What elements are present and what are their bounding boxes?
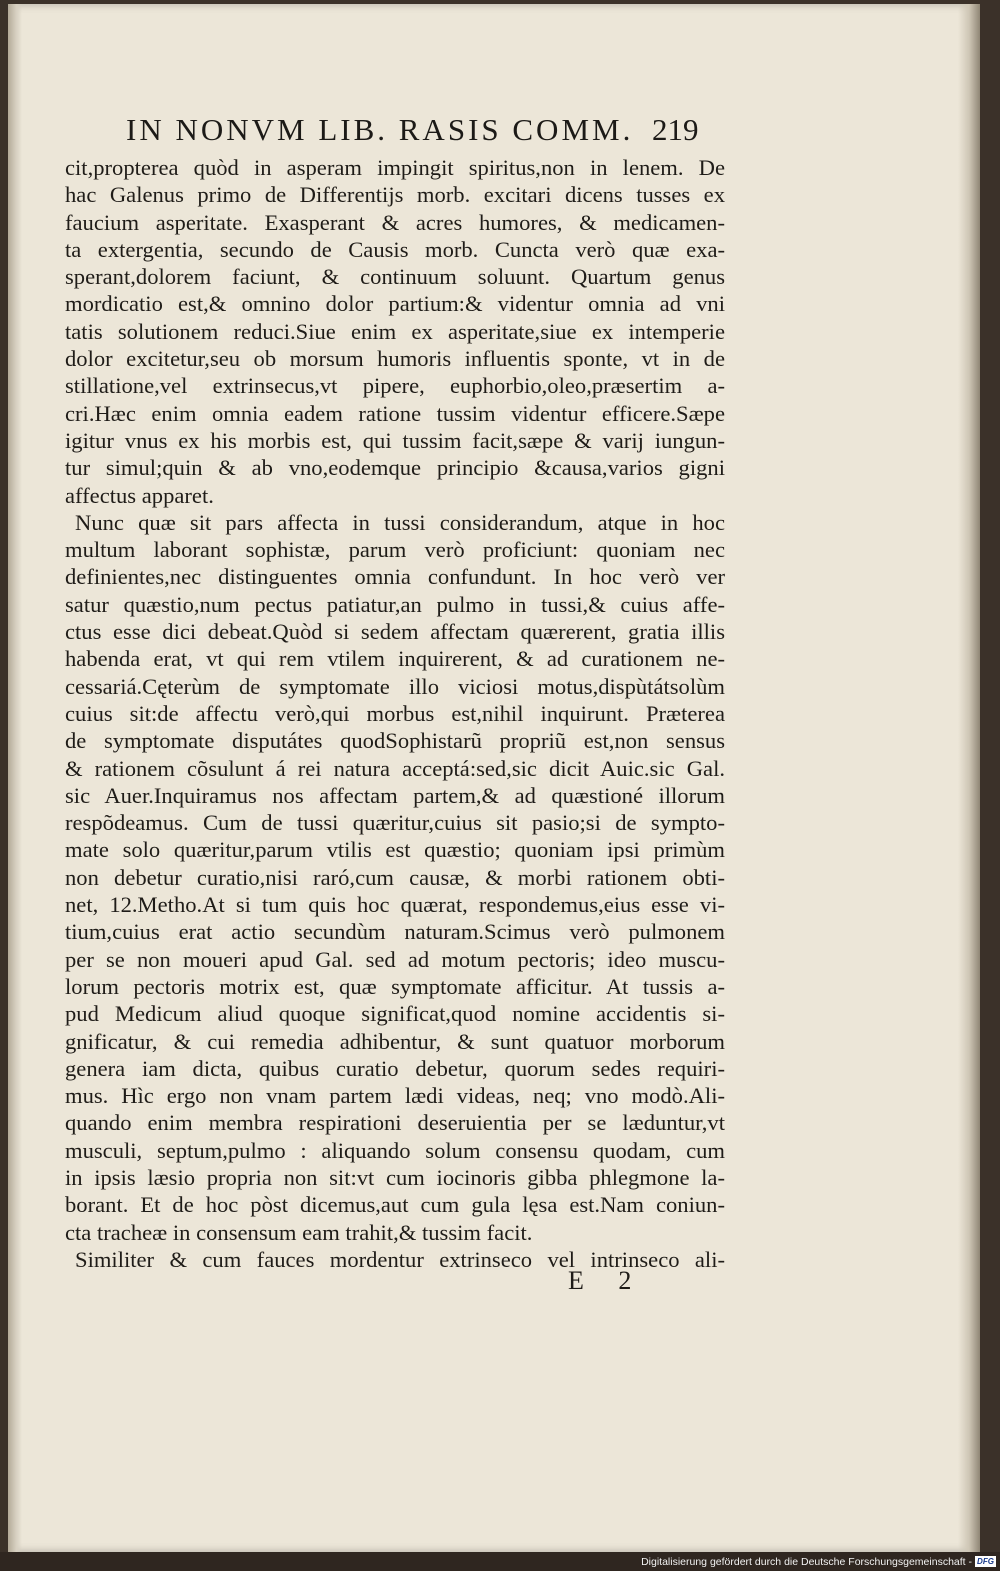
body-text — [65, 154, 725, 1273]
text-line: & rationem cõsulunt á rei natura acceptá:sed,sic dicit Auic.sic Gal. — [65, 755, 725, 781]
text-line: tur simul;quin & ab vno,eodemque principio &causa,varios gigni — [65, 455, 725, 481]
text-line: mordicatio est,& omnino dolor partium:& videntur omnia ad vni — [65, 291, 725, 317]
text-line: satur quæstio,num pectus patiatur,an pulmo in tussi,& cuius affe- — [65, 591, 725, 617]
text-line: tium,cuius erat actio secundùm naturam.Scimus verò pulmonem — [65, 919, 725, 945]
text-line: igitur vnus ex his morbis est, qui tussim facit,sæpe & varij iungun- — [65, 427, 725, 453]
funding-credit: Digitalisierung gefördert durch die Deutsche Forschungsgemeinschaft - — [641, 1556, 972, 1568]
book-page — [8, 4, 980, 1552]
text-line: sic Auer.Inquiramus nos affectam partem,& ad quæstioné illorum — [65, 782, 725, 808]
text-line: quando enim membra respirationi deseruientia per se læduntur,vt — [65, 1110, 725, 1136]
text-line: gnificatur, & cui remedia adhibentur, & sunt quatuor morborum — [65, 1028, 725, 1054]
text-line: lorum pectoris motrix est, quæ symptomate afficitur. At tussis a- — [65, 973, 725, 999]
text-line: cri.Hæc enim omnia eadem ratione tussim videntur efficere.Sæpe — [65, 400, 725, 426]
text-line: non debetur curatio,nisi raró,cum causæ, & morbi rationem obti- — [65, 864, 725, 890]
text-line: dolor excitetur,seu ob morsum humoris influentis sponte, vt in de — [65, 346, 725, 372]
text-line: tatis solutionem reduci.Siue enim ex asperitate,siue ex intemperie — [65, 318, 725, 344]
text-line: affectus apparet. — [65, 482, 214, 508]
text-line: pud Medicum aliud quoque significat,quod nomine accidentis si- — [65, 1001, 725, 1027]
text-line: respõdeamus. Cum de tussi quæritur,cuius sit pasio;si de sympto- — [65, 810, 725, 836]
text-line: net, 12.Metho.At si tum quis hoc quærat, respondemus,eius esse vi- — [65, 892, 725, 918]
text-line: hac Galenus primo de Differentijs morb. excitari dicens tusses ex — [65, 182, 725, 208]
text-line: mus. Hìc ergo non vnam partem lædi videas, neq; vno modò.Ali- — [65, 1083, 725, 1109]
text-line: cessariá.Cęterùm de symptomate illo viciosi motus,dispùtátsolùm — [65, 673, 725, 699]
text-line: multum laborant sophistæ, parum verò proficiunt: quoniam nec — [65, 537, 725, 563]
text-line: de symptomate disputátes quodSophistarũ propriũ est,non sensus — [65, 728, 725, 754]
text-line: faucium asperitate. Exasperant & acres humores, & medicamen- — [65, 209, 725, 235]
text-line: musculi, septum,pulmo : aliquando solum consensu quodam, cum — [65, 1137, 725, 1163]
text-line: in ipsis læsio propria non sit:vt cum iocinoris gibba phlegmone la- — [65, 1164, 725, 1190]
signature-mark: E 2 — [568, 1266, 646, 1295]
page-number: 219 — [652, 112, 699, 147]
text-line: borant. Et de hoc pòst dicemus,aut cum gula lęsa est.Nam coniun- — [65, 1192, 725, 1218]
dfg-logo-icon: DFG — [975, 1556, 996, 1567]
text-line: mate solo quæritur,parum vtilis est quæstio; quoniam ipsi primùm — [65, 837, 725, 863]
text-line: per se non moueri apud Gal. sed ad motum pectoris; ideo muscu- — [65, 946, 725, 972]
text-line: genera iam dicta, quibus curatio debetur, quorum sedes requiri- — [65, 1055, 725, 1081]
text-line: Nunc quæ sit pars affecta in tussi considerandum, atque in hoc — [75, 509, 725, 535]
page-gutter-shadow — [8, 4, 22, 1552]
running-title: IN NONVM LIB. RASIS COMM. — [126, 112, 634, 147]
text-line: ctus esse dici debeat.Quòd si sedem affectam quærerent, gratia illis — [65, 619, 725, 645]
text-line: habenda erat, vt qui rem vtilem inquirerent, & ad curationem ne- — [65, 646, 725, 672]
text-line: stillatione,vel extrinsecus,vt pipere, euphorbio,oleo,præsertim a- — [65, 373, 725, 399]
text-line: sperant,dolorem faciunt, & continuum soluunt. Quartum genus — [65, 264, 725, 290]
text-line: ta extergentia, secundo de Causis morb. Cuncta verò quæ exa- — [65, 236, 725, 262]
page-edge-shadow — [958, 4, 980, 1552]
text-line: cuius sit:de affectu verò,qui morbus est,nihil inquirunt. Præterea — [65, 700, 725, 726]
text-line: cta tracheæ in consensum eam trahit,& tussim facit. — [65, 1219, 533, 1245]
text-line: definientes,nec distinguentes omnia confundunt. In hoc verò ver — [65, 564, 725, 590]
text-line: cit,propterea quòd in asperam impingit spiritus,non in lenem. De — [65, 155, 725, 180]
text-line: Similiter & cum fauces mordentur extrinseco vel intrinseco ali- — [75, 1246, 725, 1272]
